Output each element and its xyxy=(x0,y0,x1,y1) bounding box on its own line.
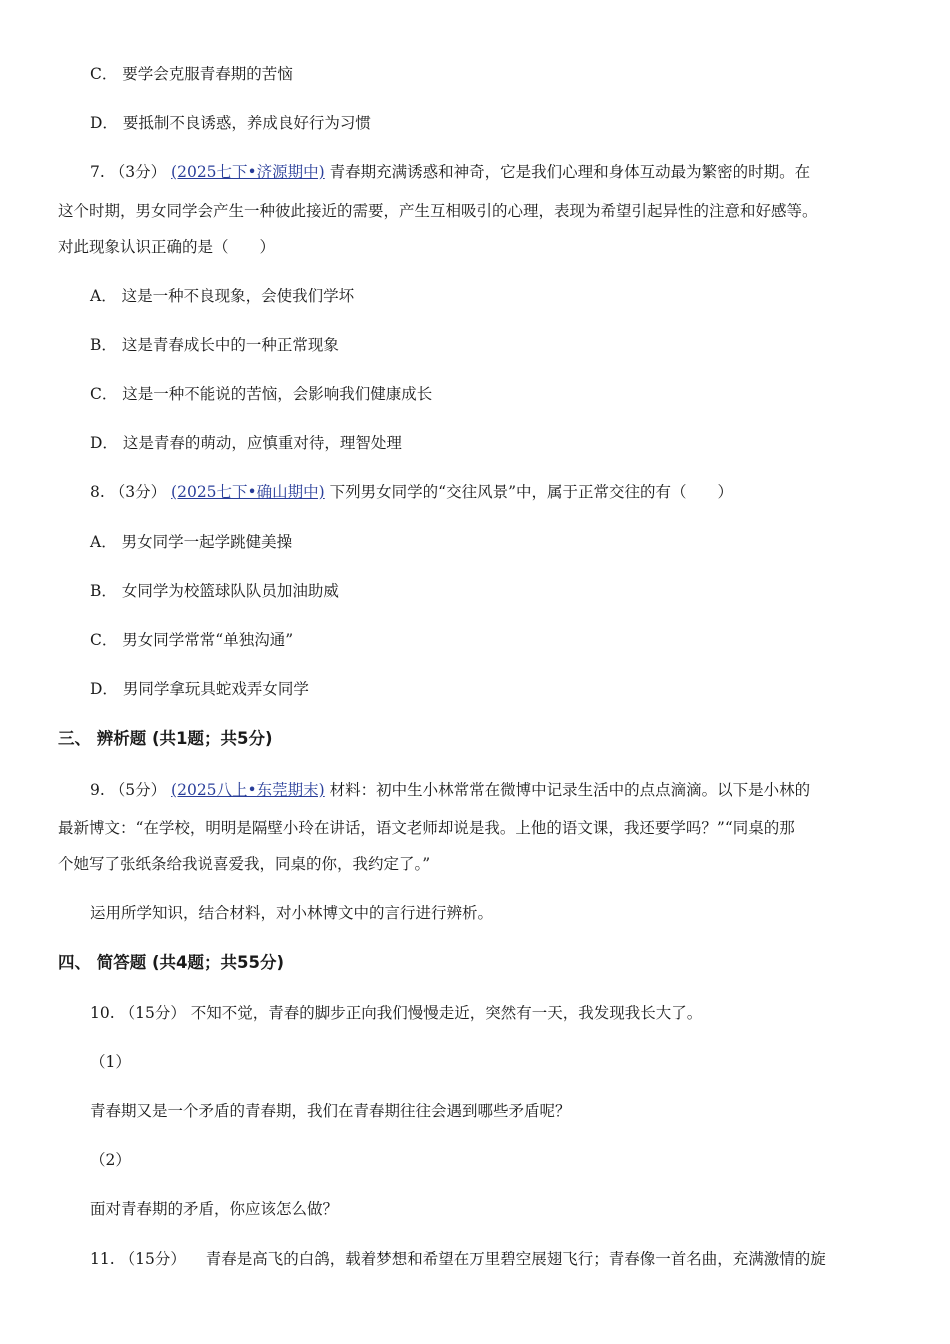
q9-text: 材料：初中生小林常常在微博中记录生活中的点点滴滴。以下是小林的 xyxy=(329,781,811,799)
q10-score: （15分） xyxy=(119,1004,186,1022)
section-4-heading: 四、 简答题 (共4题；共55分) xyxy=(58,953,285,972)
q6-option-c[interactable]: C． 要学会克服青春期的苦恼 xyxy=(90,65,293,83)
q8-option-b[interactable]: B． 女同学为校篮球队队员加油助威 xyxy=(90,582,339,600)
q9-stem-line3: 个她写了张纸条给我说喜爱我，同桌的你，我约定了。” xyxy=(58,855,431,873)
q10-stem xyxy=(90,1002,702,1024)
q11-text: 青春是高飞的白鸽，载着梦想和希望在万里碧空展翅飞行；青春像一首名曲，充满激情的旋 xyxy=(205,1250,826,1268)
q8-option-c[interactable]: C． 男女同学常常“单独沟通” xyxy=(90,631,294,649)
q10-sub2-label: （2） xyxy=(90,1151,131,1169)
q8-source-link[interactable]: (2025七下•确山期中) xyxy=(171,483,325,501)
q10-sub2-text: 面对青春期的矛盾，你应该怎么做？ xyxy=(90,1200,339,1218)
q11-stem xyxy=(90,1248,826,1270)
q7-source-link[interactable]: (2025七下•济源期中) xyxy=(171,163,325,181)
q11-score: （15分） xyxy=(119,1250,186,1268)
q9-source-link[interactable]: (2025八上•东莞期末) xyxy=(171,781,325,799)
section-3-heading: 三、 辨析题 (共1题；共5分) xyxy=(58,729,273,748)
q8-option-a[interactable]: A． 男女同学一起学跳健美操 xyxy=(90,533,293,551)
q7-text: 青春期充满诱惑和神奇，它是我们心理和身体互动最为繁密的时期。在 xyxy=(329,163,811,181)
q7-number: 7. xyxy=(90,163,105,181)
q9-task: 运用所学知识，结合材料，对小林博文中的言行进行辨析。 xyxy=(90,904,494,922)
q7-option-b[interactable]: B． 这是青春成长中的一种正常现象 xyxy=(90,336,339,354)
q7-stem-line1 xyxy=(90,161,810,183)
q9-number: 9. xyxy=(90,781,105,799)
q6-option-d[interactable]: D． 要抵制不良诱惑，养成良好行为习惯 xyxy=(90,114,371,132)
q8-score: （3分） xyxy=(109,483,167,501)
q7-option-c[interactable]: C． 这是一种不能说的苦恼，会影响我们健康成长 xyxy=(90,385,433,403)
q11-number: 11. xyxy=(90,1250,115,1268)
q7-score: （3分） xyxy=(109,163,167,181)
q7-option-a[interactable]: A． 这是一种不良现象，会使我们学坏 xyxy=(90,287,355,305)
q10-number: 10. xyxy=(90,1004,115,1022)
q8-stem xyxy=(90,481,733,503)
q10-sub1-text: 青春期又是一个矛盾的青春期，我们在青春期往往会遇到哪些矛盾呢？ xyxy=(90,1102,571,1120)
q9-stem-line2: 最新博文：“在学校，明明是隔壁小玲在讲话，语文老师却说是我。上他的语文课，我还要学吗？”“同桌的那 xyxy=(58,819,795,837)
q7-stem-line2: 这个时期，男女同学会产生一种彼此接近的需要，产生互相吸引的心理，表现为希望引起异性的注意和好感等。 xyxy=(58,202,818,220)
q8-option-d[interactable]: D． 男同学拿玩具蛇戏弄女同学 xyxy=(90,680,309,698)
q7-option-d[interactable]: D． 这是青春的萌动，应慎重对待，理智处理 xyxy=(90,434,402,452)
q9-score: （5分） xyxy=(109,781,167,799)
q10-text: 不知不觉，青春的脚步正向我们慢慢走近，突然有一天，我发现我长大了。 xyxy=(190,1004,703,1022)
q8-number: 8. xyxy=(90,483,105,501)
q8-text: 下列男女同学的“交往风景”中，属于正常交往的有（ ） xyxy=(329,483,734,501)
q7-stem-line3: 对此现象认识正确的是（ ） xyxy=(58,238,276,256)
q9-stem-line1 xyxy=(90,779,810,801)
q10-sub1-label: （1） xyxy=(90,1053,131,1071)
